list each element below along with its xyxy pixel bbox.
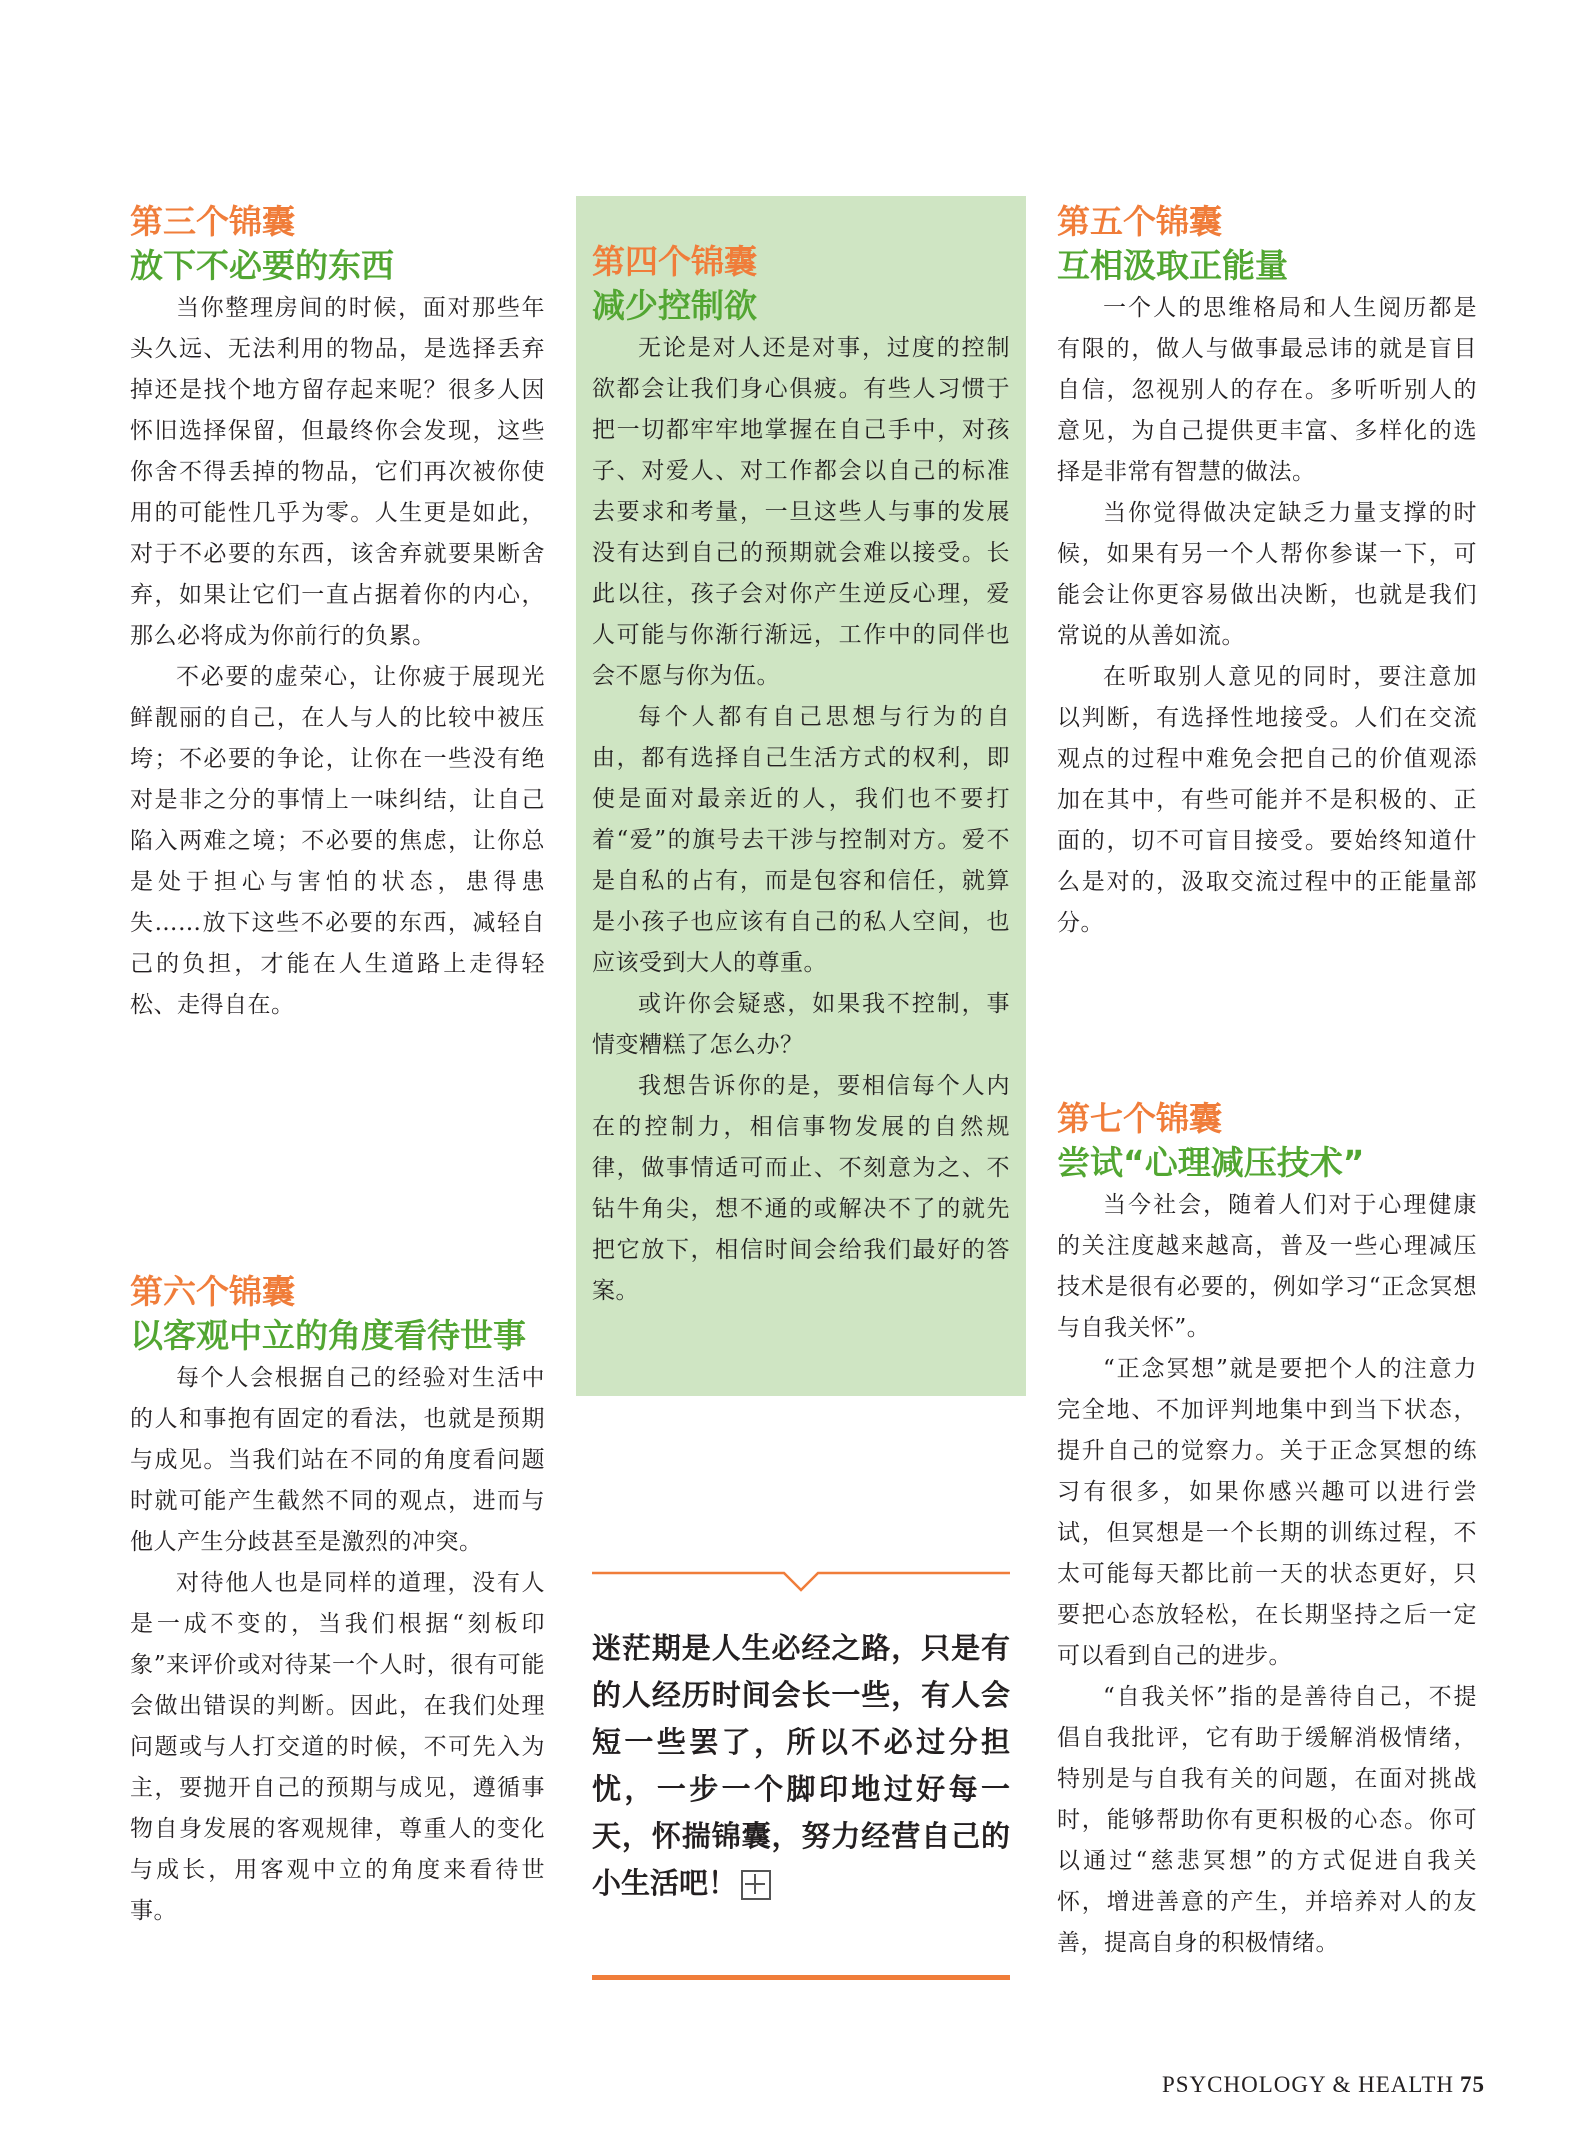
section-7-para-1: 当今社会，随着人们对于心理健康的关注度越来越高，普及一些心理减压技术是很有必要的，例如学习“正念冥想与自我关怀”。 bbox=[1057, 1192, 1477, 1341]
section-5 bbox=[1057, 200, 1477, 944]
section-6-title: 以客观中立的角度看待世事 bbox=[130, 1316, 526, 1355]
section-7-para-2: “正念冥想”就是要把个人的注意力完全地、不加评判地集中到当下状态，提升自己的觉察力。关于正念冥想的练习有很多，如果你感兴趣可以进行尝试，但冥想是一个长期的训练过程，不太可能每天都比前一天的状态更好，只要把心态放轻松，在长期坚持之后一定可以看到自己的进步。 bbox=[1057, 1356, 1477, 1669]
quote-divider-top bbox=[592, 1563, 1010, 1593]
section-5-para-1: 一个人的思维格局和人生阅历都是有限的，做人与做事最忌讳的就是盲目自信，忽视别人的存在。多听听别人的意见，为自己提供更丰富、多样化的选择是非常有智慧的做法。 bbox=[1057, 295, 1477, 485]
quote-divider-bottom bbox=[592, 1975, 1010, 1980]
section-6-para-1: 每个人会根据自己的经验对生活中的人和事抱有固定的看法，也就是预期与成见。当我们站在不同的角度看问题时就可能产生截然不同的观点，进而与他人产生分歧甚至是激烈的冲突。 bbox=[130, 1365, 545, 1555]
page-number: 75 bbox=[1460, 2072, 1485, 2097]
section-5-title: 互相汲取正能量 bbox=[1057, 246, 1288, 285]
magazine-name: PSYCHOLOGY & HEALTH bbox=[1161, 2072, 1454, 2097]
stamp-icon bbox=[741, 1870, 771, 1900]
section-3-para-1: 当你整理房间的时候，面对那些年头久远、无法利用的物品，是选择丢弃掉还是找个地方留存起来呢？很多人因怀旧选择保留，但最终你会发现，这些你舍不得丢掉的物品，它们再次被你使用的可能性几乎为零。人生更是如此，对于不必要的东西，该舍弃就要果断舍弃，如果让它们一直占据着你的内心，那么必将成为你前行的负累。 bbox=[130, 295, 545, 649]
section-6-para-2: 对待他人也是同样的道理，没有人是一成不变的，当我们根据“刻板印象”来评价或对待某一个人时，很有可能会做出错误的判断。因此，在我们处理问题或与人打交道的时候，不可先入为主，要抛开自己的预期与成见，遵循事物自身发展的客观规律，尊重人的变化与成长，用客观中立的角度来看待世事。 bbox=[130, 1570, 545, 1924]
section-3 bbox=[130, 200, 545, 1026]
section-7 bbox=[1057, 1097, 1477, 1964]
section-7-title: 尝试“心理减压技术” bbox=[1057, 1143, 1365, 1182]
section-7-para-3: “自我关怀”指的是善待自己，不提倡自我批评，它有助于缓解消极情绪，特别是与自我有关的问题，在面对挑战时，能够帮助你有更积极的心态。你可以通过“慈悲冥想”的方式促进自我关怀，增进善意的产生，并培养对人的友善，提高自身的积极情绪。 bbox=[1057, 1684, 1477, 1956]
section-4-para-4: 我想告诉你的是，要相信每个人内在的控制力，相信事物发展的自然规律，做事情适可而止、不刻意为之、不钻牛角尖，想不通的或解决不了的就先把它放下，相信时间会给我们最好的答案。 bbox=[592, 1073, 1010, 1304]
section-6 bbox=[130, 1270, 545, 1932]
section-4-title: 减少控制欲 bbox=[592, 286, 757, 325]
section-3-para-2: 不必要的虚荣心，让你疲于展现光鲜靓丽的自己，在人与人的比较中被压垮；不必要的争论，让你在一些没有绝对是非之分的事情上一味纠结，让自己陷入两难之境；不必要的焦虑，让你总是处于担心与害怕的状态，患得患失……放下这些不必要的东西，减轻自己的负担，才能在人生道路上走得轻松、走得自在。 bbox=[130, 664, 545, 1018]
section-3-number: 第三个锦囊 bbox=[130, 202, 295, 241]
page-footer bbox=[1162, 2072, 1485, 2098]
pull-quote-text: 迷茫期是人生必经之路，只是有的人经历时间会长一些，有人会短一些罢了，所以不必过分担忧，一步一个脚印地过好每一天，怀揣锦囊，努力经营自己的小生活吧！ bbox=[592, 1631, 1010, 1900]
section-6-number: 第六个锦囊 bbox=[130, 1272, 295, 1311]
section-5-para-3: 在听取别人意见的同时，要注意加以判断，有选择性地接受。人们在交流观点的过程中难免会把自己的价值观添加在其中，有些可能并不是积极的、正面的，切不可盲目接受。要始终知道什么是对的，汲取交流过程中的正能量部分。 bbox=[1057, 664, 1477, 936]
section-7-number: 第七个锦囊 bbox=[1057, 1099, 1222, 1138]
section-5-number: 第五个锦囊 bbox=[1057, 202, 1222, 241]
section-4-number: 第四个锦囊 bbox=[592, 242, 757, 281]
section-4-para-1: 无论是对人还是对事，过度的控制欲都会让我们身心俱疲。有些人习惯于把一切都牢牢地掌握在自己手中，对孩子、对爱人、对工作都会以自己的标准去要求和考量，一旦这些人与事的发展没有达到自己的预期就会难以接受。长此以往，孩子会对你产生逆反心理，爱人可能与你渐行渐远，工作中的同伴也会不愿与你为伍。 bbox=[592, 335, 1010, 689]
section-3-title: 放下不必要的东西 bbox=[130, 246, 394, 285]
section-4-para-3: 或许你会疑惑，如果我不控制，事情变糟糕了怎么办？ bbox=[592, 991, 1010, 1058]
section-5-para-2: 当你觉得做决定缺乏力量支撑的时候，如果有另一个人帮你参谋一下，可能会让你更容易做出决断，也就是我们常说的从善如流。 bbox=[1057, 500, 1477, 649]
section-4-para-2: 每个人都有自己思想与行为的自由，都有选择自己生活方式的权利，即使是面对最亲近的人，我们也不要打着“爱”的旗号去干涉与控制对方。爱不是自私的占有，而是包容和信任，就算是小孩子也应该有自己的私人空间，也应该受到大人的尊重。 bbox=[592, 704, 1010, 976]
pull-quote bbox=[592, 1625, 1010, 1907]
section-4 bbox=[592, 240, 1010, 1312]
